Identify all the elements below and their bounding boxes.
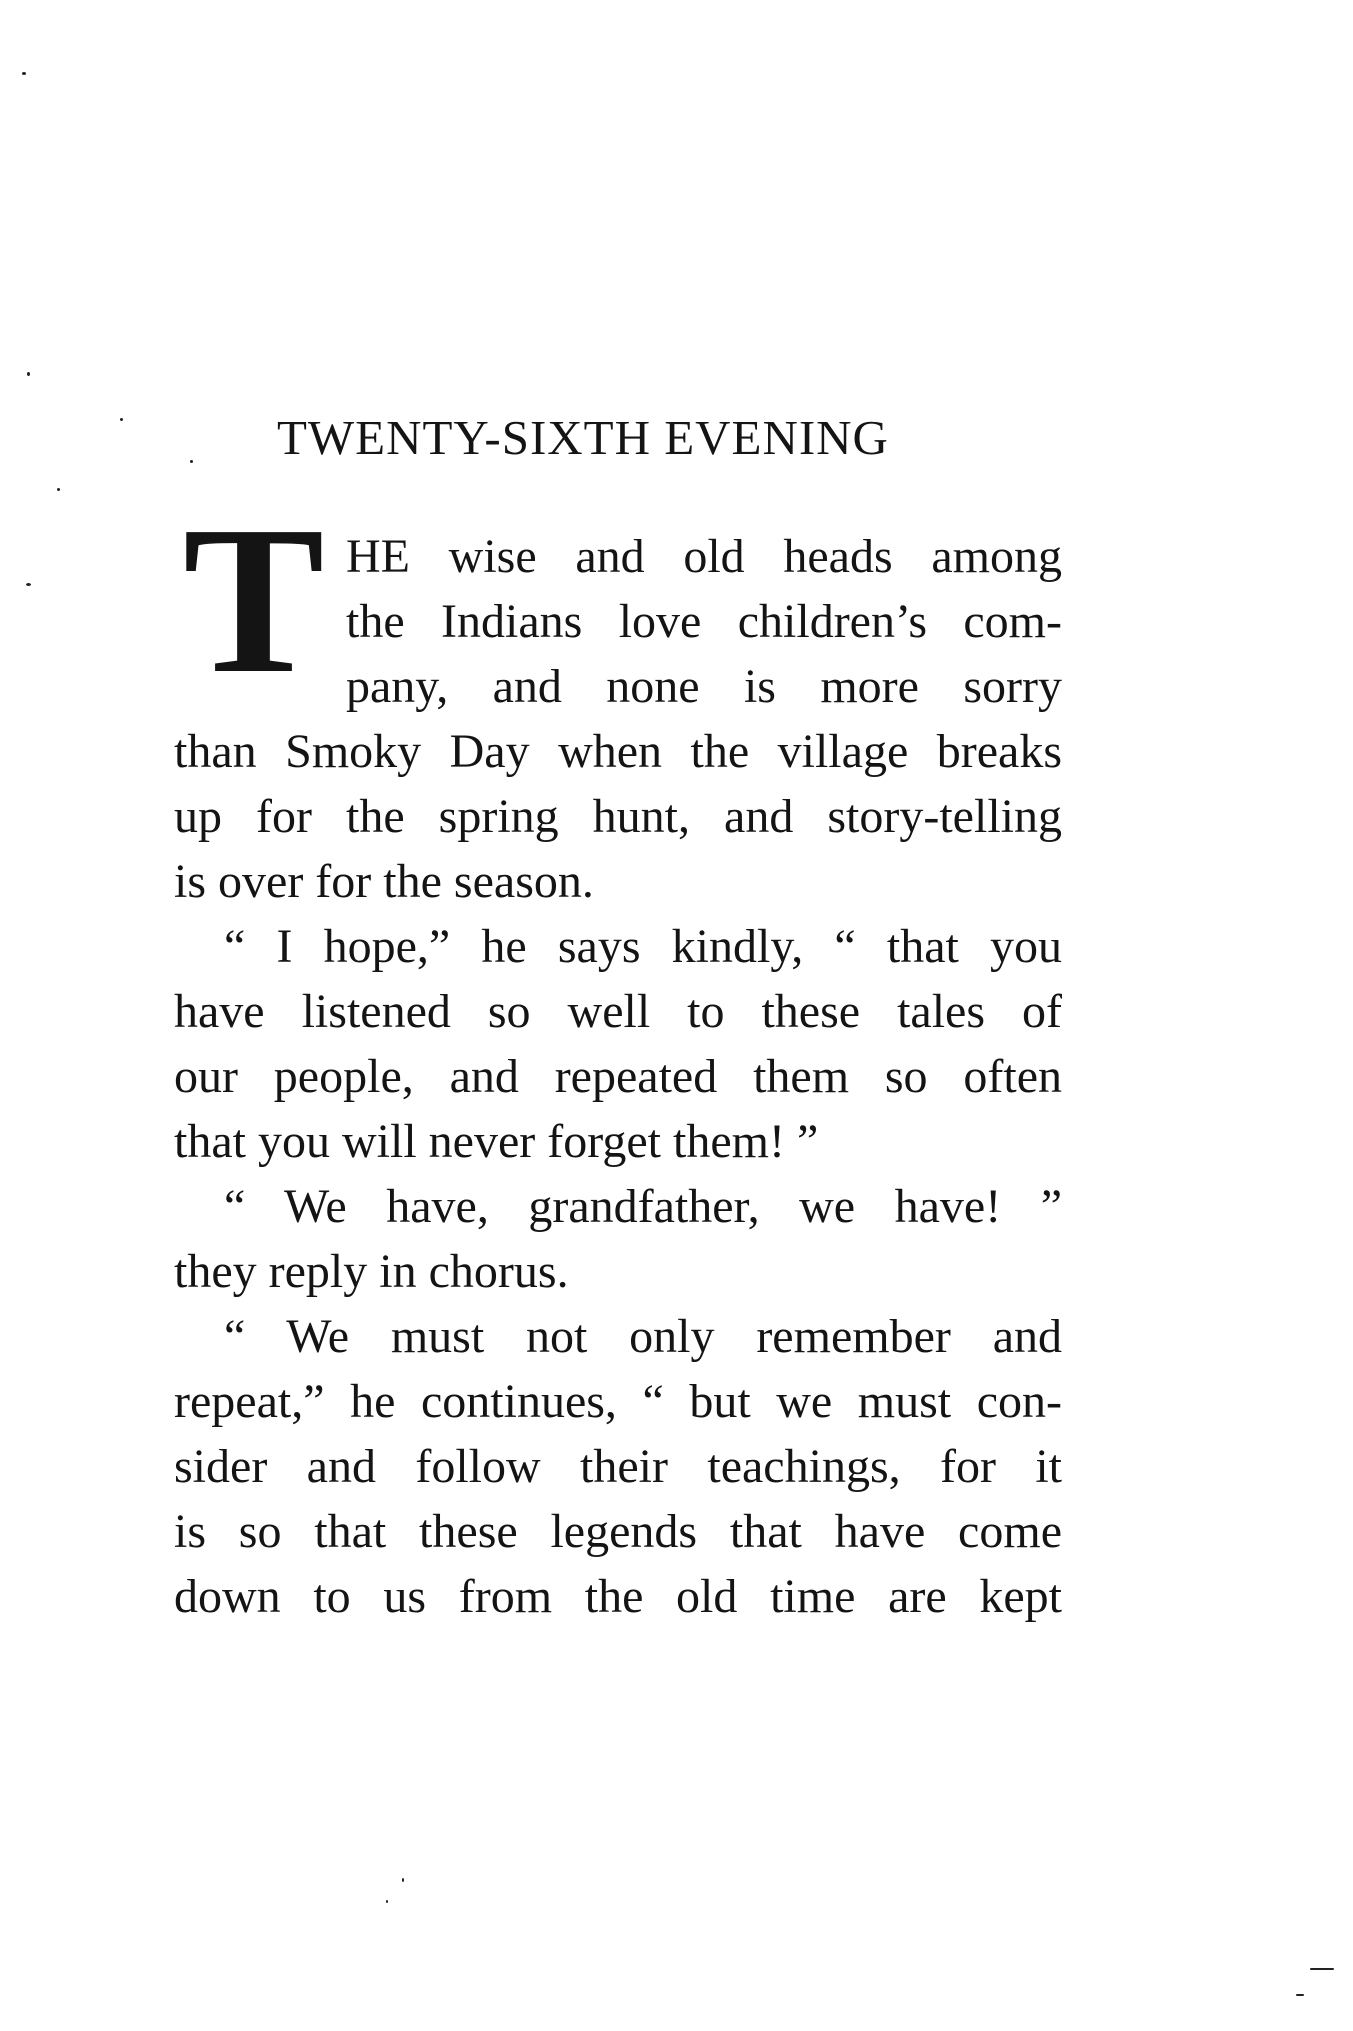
text-line: pany, and none is more sorry bbox=[346, 660, 1062, 713]
text-line: that you will never forget them! ” bbox=[174, 1115, 819, 1168]
text-line: HE wise and old heads among bbox=[346, 530, 1062, 583]
text-line: down to us from the old time are kept bbox=[174, 1570, 1062, 1623]
text-line: they reply in chorus. bbox=[174, 1245, 569, 1298]
text-line: is over for the season. bbox=[174, 855, 594, 908]
text-line: have listened so well to these tales of bbox=[174, 985, 1062, 1038]
chapter-heading: TWENTY-SIXTH EVENING bbox=[277, 410, 889, 465]
text-line: our people, and repeated them so often bbox=[174, 1050, 1062, 1103]
text-line: “ We have, grandfather, we have! ” bbox=[224, 1180, 1062, 1233]
text-line: is so that these legends that have come bbox=[174, 1505, 1062, 1558]
text-line: the Indians love children’s com- bbox=[346, 595, 1062, 648]
text-line: “ I hope,” he says kindly, “ that you bbox=[224, 920, 1062, 973]
text-line: up for the spring hunt, and story-telling bbox=[174, 790, 1062, 843]
text-line: repeat,” he continues, “ but we must con- bbox=[174, 1375, 1062, 1428]
text-line: “ We must not only remember and bbox=[224, 1310, 1062, 1363]
text-line: than Smoky Day when the village breaks bbox=[174, 725, 1062, 778]
text-line: sider and follow their teachings, for it bbox=[174, 1440, 1062, 1493]
drop-cap: T bbox=[183, 482, 325, 717]
